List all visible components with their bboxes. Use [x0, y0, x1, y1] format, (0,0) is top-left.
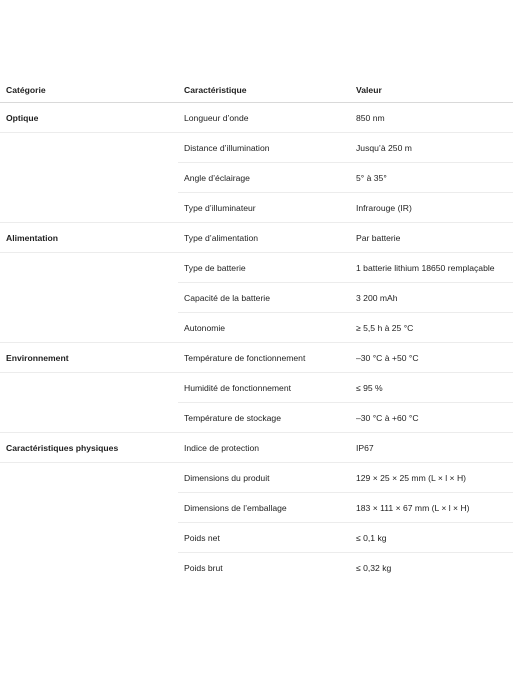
feature-cell: Distance d’illumination — [178, 133, 350, 163]
value-cell: Jusqu’à 250 m — [350, 133, 513, 163]
category-cell: Caractéristiques physiques — [0, 433, 178, 463]
category-cell — [0, 493, 178, 523]
feature-cell: Indice de protection — [178, 433, 350, 463]
feature-cell: Température de stockage — [178, 403, 350, 433]
table-row — [0, 433, 513, 463]
value-cell: ≤ 0,1 kg — [350, 523, 513, 553]
spec-table — [0, 78, 513, 582]
table-row — [0, 463, 513, 493]
feature-cell: Longueur d’onde — [178, 103, 350, 133]
table-row — [0, 553, 513, 583]
category-cell — [0, 553, 178, 583]
table-row — [0, 193, 513, 223]
category-cell — [0, 463, 178, 493]
category-cell: Environnement — [0, 343, 178, 373]
column-header-value: Valeur — [350, 78, 513, 103]
table-row — [0, 103, 513, 133]
value-cell: IP67 — [350, 433, 513, 463]
column-header-feature: Caractéristique — [178, 78, 350, 103]
feature-cell: Dimensions du produit — [178, 463, 350, 493]
table-row — [0, 343, 513, 373]
category-cell — [0, 163, 178, 193]
value-cell: ≥ 5,5 h à 25 °C — [350, 313, 513, 343]
value-cell: 129 × 25 × 25 mm (L × l × H) — [350, 463, 513, 493]
category-cell: Alimentation — [0, 223, 178, 253]
feature-cell: Poids net — [178, 523, 350, 553]
table-row — [0, 133, 513, 163]
category-cell: Optique — [0, 103, 178, 133]
value-cell: 850 nm — [350, 103, 513, 133]
category-cell — [0, 283, 178, 313]
feature-cell: Poids brut — [184, 562, 223, 573]
category-cell — [0, 133, 178, 163]
value-cell: 183 × 111 × 67 mm (L × l × H) — [350, 493, 513, 523]
table-row — [0, 313, 513, 343]
feature-cell: Humidité de fonctionnement — [178, 373, 350, 403]
category-cell — [0, 523, 178, 553]
table-row — [0, 523, 513, 553]
category-cell — [0, 193, 178, 223]
feature-cell: Température de fonctionnement — [178, 343, 350, 373]
table-header-row — [0, 78, 513, 103]
value-cell: 3 200 mAh — [350, 283, 513, 313]
feature-cell: Dimensions de l’emballage — [178, 493, 350, 523]
value-cell: –30 °C à +60 °C — [350, 403, 513, 433]
table-row — [0, 223, 513, 253]
category-cell — [0, 313, 178, 343]
feature-cell: Capacité de la batterie — [178, 283, 350, 313]
category-cell — [0, 403, 178, 433]
category-cell — [0, 253, 178, 283]
table-row — [0, 493, 513, 523]
value-cell: Par batterie — [350, 223, 513, 253]
table-row — [0, 253, 513, 283]
value-cell: 5° à 35° — [350, 163, 513, 193]
table-row — [0, 403, 513, 433]
table-row — [0, 283, 513, 313]
column-header-category: Catégorie — [0, 78, 178, 103]
feature-cell: Type de batterie — [178, 253, 350, 283]
category-cell — [0, 373, 178, 403]
value-cell: 1 batterie lithium 18650 remplaçable — [350, 253, 513, 283]
feature-cell: Type d’alimentation — [178, 223, 350, 253]
feature-cell: Angle d’éclairage — [178, 163, 350, 193]
value-cell: Infrarouge (IR) — [350, 193, 513, 223]
table-row — [0, 163, 513, 193]
feature-cell: Type d’illuminateur — [178, 193, 350, 223]
table-row — [0, 373, 513, 403]
value-cell: ≤ 0,32 kg — [356, 562, 392, 573]
feature-cell: Autonomie — [178, 313, 350, 343]
value-cell: ≤ 95 % — [350, 373, 513, 403]
value-cell: –30 °C à +50 °C — [350, 343, 513, 373]
